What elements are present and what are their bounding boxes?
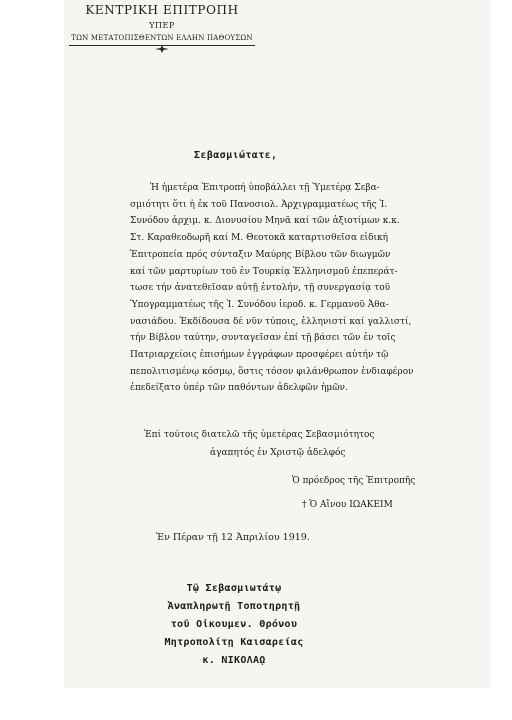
signatory-title: Ὁ πρόεδρος τῆς Ἐπιτροπῆς [292, 476, 416, 486]
recipient-address [84, 580, 384, 670]
body-line: καί τῶν μαρτυρίων τοῦ ἐν Τουρκίᾳ Ἑλληνισμοῦ ἐπεπεράτ- [130, 266, 398, 277]
letterhead-line: ΤΩΝ ΜΕΤΑΤΟΠΙΣΘΕΝΤΩΝ ΕΛΛΗΝ ΠΑΘΟΥΣΩΝ [71, 34, 253, 42]
letter-date: Ἐν Πέραν τῇ 12 Ἀπριλίου 1919. [156, 532, 310, 543]
address-line: τοῦ Οἰκουμεν. Θρόνου [170, 619, 298, 630]
body-line: τωσε τήν ἀνατεθεῖσαν αὐτῇ ἐντολήν, τῇ συνεργασίᾳ τοῦ [130, 283, 391, 294]
address-line: κ. ΝΙΚΟΛΑῼ [202, 655, 266, 666]
address-line: Ἀναπληρωτῇ Τοποτηρητῇ [167, 601, 301, 612]
letterhead-subtitle: ΥΠΕΡ [149, 21, 175, 30]
body-line: Πατριαρχείοις ἐπισήμων ἐγγράφων προσφέρει αὐτήν τῷ [130, 350, 389, 361]
body-line: πεπολιτισμένῳ κόσμῳ, ὅστις τόσον φιλάνθρωπον ἐνδιαφέρον [130, 366, 414, 377]
body-line: Ὑπογραμματέως τῆς Ἰ. Συνόδου ἱεροδ. κ. Γερμανοῦ Ἀθα- [130, 299, 389, 310]
letterhead-rule [69, 45, 255, 53]
closing-line: Ἐπί τούτοις διατελῶ τῆς ὑμετέρας Σεβασμιότητος [144, 430, 375, 440]
body-line: σμιότητι ὅτι ἡ ἐκ τοῦ Πανοσιολ. Ἀρχιγραμματέως τῆς Ἰ. [130, 199, 388, 210]
letter-body [130, 180, 474, 397]
address-line: Μητροπολίτῃ Καισαρείας [164, 637, 304, 648]
letterhead [64, 2, 260, 53]
signatory-name: † Ὁ Αἴνου ΙΩΑΚΕΙΜ [302, 500, 393, 510]
closing-line: ἀγαπητός ἐν Χριστῷ ἀδελφός [210, 448, 346, 458]
body-line: Στ. Καραθεοδωρῆ καί Μ. Θεοτοκᾶ καταρτισθεῖσα εἰδική [130, 233, 389, 244]
body-line: Ἐπιτροπεία πρός σύνταξιν Μαύρης Βίβλου τῶν διωγμῶν [130, 249, 391, 260]
body-line: Συνόδου ἀρχιμ. κ. Διονυσίου Μηνᾶ καί τῶν ἀξιοτίμων κ.κ. [130, 216, 400, 227]
body-line: τήν Βίβλον ταύτην, συνταγεῖσαν ἐπί τῇ βάσει τῶν ἐν τοῖς [130, 333, 396, 344]
body-line: νασιάδου. Ἐκδίδουσα δέ νῦν τύποις, ἑλληνιστί καί γαλλιστί, [130, 316, 412, 327]
letter-page [64, 0, 490, 688]
address-line: Τῷ Σεβασμιωτάτῳ [186, 583, 282, 594]
letterhead-title: ΚΕΝΤΡΙΚΗ ΕΠΙΤΡΟΠΗ [85, 3, 239, 17]
body-line: Ἡ ἡμετέρα Ἐπιτροπή ὑποβάλλει τῇ Ὑμετέρᾳ Σεβα- [150, 183, 380, 193]
body-line: ἐπεδείξατο ὑπέρ τῶν παθόντων ἀδελφῶν ἡμῶν. [130, 383, 348, 394]
cross-ornament-icon [155, 45, 169, 53]
salutation: Σεβασμιώτατε, [194, 150, 278, 161]
